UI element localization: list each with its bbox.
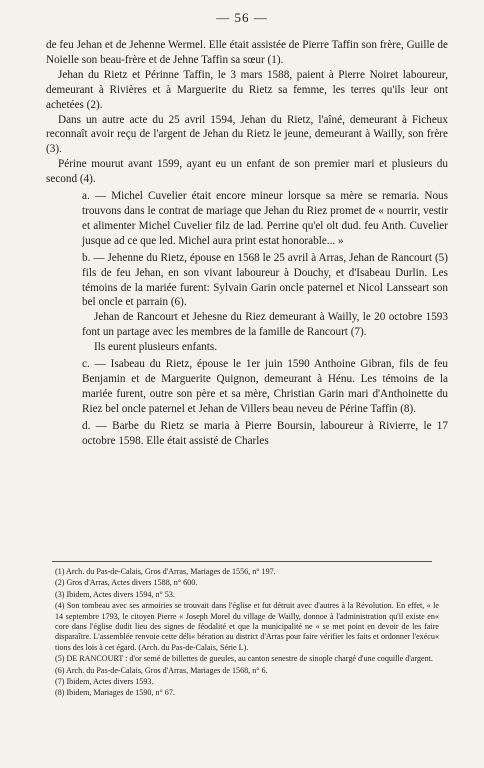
paragraph-perine-death: Périne mourut avant 1599, ayant eu un enfant de son premier mari et plusieurs du second (4). [46,158,448,186]
footnote-4: (4) Son tombeau avec ses armoiries se trouvait dans l'église et fut détruit avec d'autres à la Révolution. En effet, « le 14 septembre 1793, le citoyen Pierre « Joseph Morel du village de Wailly, donnoe à l'administration qu'il existe en« core dans l'église dudit lieu des signes de féodalité et que la municipalité ne « se met point en devoir de les faire disparaître. L'assemblée renvoie cette déli« bération au district d'Arras pour faire vérifier les faits et ordonner l'exécu« tions des lois à cet égard. (Arch. du Pas-de-Calais, Série L). [55,601,439,652]
paragraph-act-1594: Dans un autre acte du 25 avril 1594, Jehan du Rietz, l'aîné, demeurant à Ficheux reconnaît avoir reçu de l'argent de Jehan du Rietz le jeune, demeurant à Wailly, son frère (3). [46,113,448,156]
footnote-1: (1) Arch. du Pas-de-Calais, Gros d'Arras, Mariages de 1556, n° 197. [55,567,276,576]
entry-b-jehenne-du-rietz: b. — Jehenne du Rietz, épouse en 1568 le 25 avril à Arras, Jehan de Rancourt (5) fils de feu Jehan, en son vivant laboureur à Douchy, et d'Isabeau Durlin. Les témoins de la mariée furent: Sylvain Garin oncle paternel et Nicol Lansseart son bel oncle et parrain (6). [82,251,448,309]
paragraph-continuation: de feu Jehan et de Jehenne Wermel. Elle était assistée de Pierre Taffin son frère, Guille de Noielle son beau-frère et de Jehne Taffin sa sœur (1). [46,39,448,66]
footnote-5: (5) DE RANCOURT : d'or semé de billettes de gueules, au canton senestre de sinople chargé d'une coquille d'argent. [55,654,433,664]
footnotes [55,567,439,699]
footnote-2: (2) Gros d'Arras, Actes divers 1588, n° 600. [55,578,198,588]
footnote-7: (7) Ibidem, Actes divers 1593. [55,677,154,687]
paragraph-rancourt-partage: Jehan de Rancourt et Jehesne du Riez demeurant à Wailly, le 20 octobre 1593 font un partage avec les membres de la famille de Rancourt (7). [82,311,448,339]
footnote-8: (8) Ibidem, Mariages de 1590, n° 67. [55,688,175,698]
entry-c-isabeau-du-rietz: c. — Isabeau du Rietz, épouse le 1er juin 1590 Anthoine Gibran, fils de feu Benjamin et de Marguerite Quignon, demeurant à Hénu. Les témoins de la mariée furent, outre son père et sa mère, Christian Garin mari d'Anthoinette du Riez bel oncle paternel et Jehan de Villers beau neveu de Périne Taffin (8). [82,358,448,415]
footnote-separator [52,561,432,562]
footnote-3: (3) Ibidem, Actes divers 1594, n° 53. [55,589,175,599]
entry-a-michel-cuvelier: a. — Michel Cuvelier était encore mineur lorsque sa mère se remaria. Nous trouvons dans le contrat de mariage que Jehan du Riez promet de « nourrir, vestir et alimenter Michel Cuvelier filz de lad. Perrine qu'el olt dud. feu Anth. Cuvelier jusque ad ce que led. Michel aura print estat honorable... » [82,190,448,247]
paragraph-payment-1588: Jehan du Rietz et Périnne Taffin, le 3 mars 1588, paient à Pierre Noiret laboureur, demeurant à Rivières et à Marguerite du Rietz sa femme, les terres qu'ils leur ont achetées (2). [46,68,448,111]
footnote-6: (6) Arch. du Pas-de-Calais, Gros d'Arras, Mariages de 1568, n° 6. [55,665,268,675]
paragraph-children: Ils eurent plusieurs enfants. [94,341,218,354]
body-text [46,38,448,448]
page-number: — 56 — [216,10,268,25]
entry-d-barbe-du-rietz: d. — Barbe du Rietz se maria à Pierre Boursin, laboureur à Rivierre, le 17 octobre 1598. Elle était assisté de Charles [82,419,448,447]
